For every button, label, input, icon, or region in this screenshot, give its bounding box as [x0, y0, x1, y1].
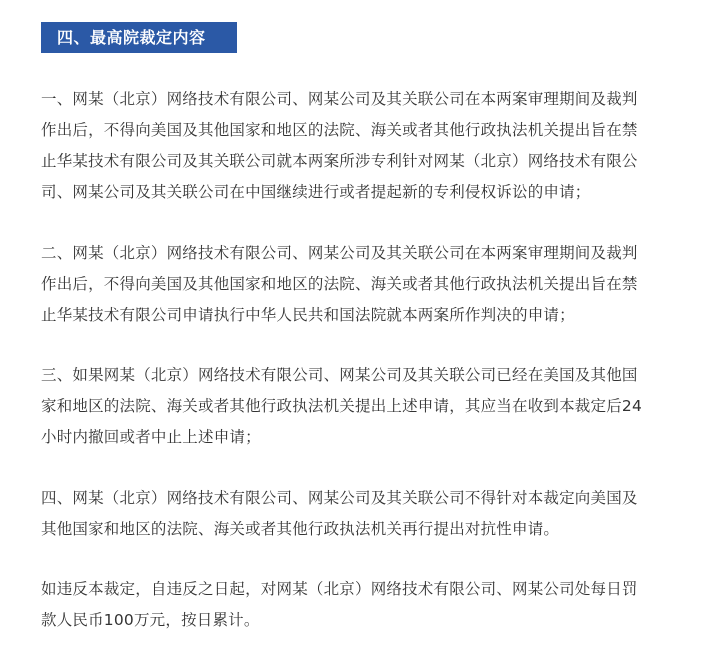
text-line: 止华某技术有限公司申请执行中华人民共和国法院就本两案所作判决的申请；: [41, 306, 575, 324]
section-title: 四、最高院裁定内容: [57, 28, 206, 47]
ruling-item-3: [41, 360, 692, 453]
text-line: 四、网某（北京）网络技术有限公司、网某公司及其关联公司不得针对本裁定向美国及: [41, 489, 638, 507]
penalty-clause: [41, 574, 692, 636]
ruling-item-2: [41, 238, 692, 331]
text-line: 止华某技术有限公司及其关联公司就本两案所涉专利针对网某（北京）网络技术有限公: [41, 152, 638, 170]
text-line: 作出后，不得向美国及其他国家和地区的法院、海关或者其他行政执法机关提出旨在禁: [41, 275, 638, 293]
text-line: 二、网某（北京）网络技术有限公司、网某公司及其关联公司在本两案审理期间及裁判: [41, 244, 638, 262]
text-line: 作出后，不得向美国及其他国家和地区的法院、海关或者其他行政执法机关提出旨在禁: [41, 121, 638, 139]
text-line: 如违反本裁定，自违反之日起，对网某（北京）网络技术有限公司、网某公司处每日罚: [41, 580, 638, 598]
text-line: 其他国家和地区的法院、海关或者其他行政执法机关再行提出对抗性申请。: [41, 520, 560, 538]
text-line: 一、网某（北京）网络技术有限公司、网某公司及其关联公司在本两案审理期间及裁判: [41, 90, 638, 108]
ruling-item-4: [41, 483, 692, 545]
text-line: 小时内撤回或者中止上述申请；: [41, 428, 261, 446]
text-line: 三、如果网某（北京）网络技术有限公司、网某公司及其关联公司已经在美国及其他国: [41, 366, 638, 384]
ruling-item-1: [41, 84, 692, 208]
text-line: 家和地区的法院、海关或者其他行政执法机关提出上述申请，其应当在收到本裁定后24: [41, 397, 643, 415]
text-line: 款人民币100万元，按日累计。: [41, 611, 260, 629]
text-line: 司、网某公司及其关联公司在中国继续进行或者提起新的专利侵权诉讼的申请；: [41, 183, 591, 201]
section-header: [41, 22, 237, 53]
